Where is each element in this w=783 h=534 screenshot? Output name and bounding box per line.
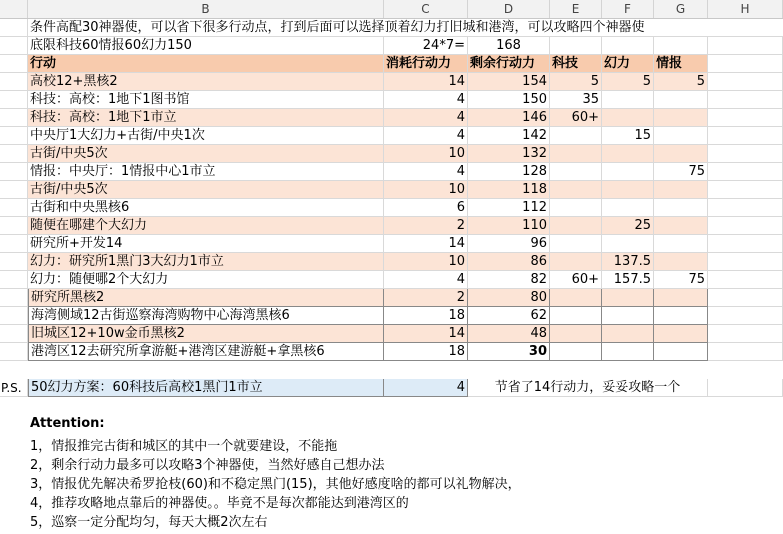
remaining-cell[interactable]: 30 [468, 343, 550, 361]
intel-cell[interactable]: 75 [654, 163, 708, 181]
cell[interactable] [0, 217, 28, 235]
action-cell[interactable]: 幻力：随便哪2个大幻力 [28, 271, 384, 289]
cell[interactable] [708, 37, 783, 55]
cell[interactable] [0, 199, 28, 217]
cell[interactable] [708, 289, 783, 307]
cell[interactable] [708, 343, 783, 361]
cell[interactable] [0, 145, 28, 163]
cost-cell[interactable]: 14 [384, 325, 468, 343]
intel-cell[interactable] [654, 199, 708, 217]
table-row [0, 199, 783, 217]
intel-cell[interactable] [654, 235, 708, 253]
table-row [0, 271, 783, 289]
cell[interactable] [0, 73, 28, 91]
remaining-cell[interactable]: 142 [468, 127, 550, 145]
tech-cell[interactable] [550, 289, 602, 307]
tech-cell[interactable] [550, 217, 602, 235]
illusion-cell[interactable]: 15 [602, 127, 654, 145]
table-row [0, 73, 783, 91]
cost-cell[interactable]: 4 [384, 271, 468, 289]
table-row [0, 181, 783, 199]
cell[interactable] [708, 199, 783, 217]
intel-cell[interactable] [654, 343, 708, 361]
header-intel[interactable]: 情报 [654, 55, 708, 73]
intel-cell[interactable] [654, 127, 708, 145]
table-row [0, 325, 783, 343]
remaining-cell[interactable]: 118 [468, 181, 550, 199]
remaining-cell[interactable]: 146 [468, 109, 550, 127]
remaining-cell[interactable]: 128 [468, 163, 550, 181]
intel-cell[interactable] [654, 181, 708, 199]
illusion-cell[interactable] [602, 109, 654, 127]
table-row [0, 91, 783, 109]
sheet-row [0, 37, 783, 55]
minimum-requirement-cell[interactable]: 底限科技60情报60幻力150 [28, 37, 384, 55]
tech-cell[interactable] [550, 253, 602, 271]
remaining-cell[interactable]: 80 [468, 289, 550, 307]
tech-cell[interactable] [550, 163, 602, 181]
action-cell[interactable]: 海湾侧域12古街巡察海湾购物中心海湾黑核6 [28, 307, 384, 325]
action-cell[interactable]: 古街/中央5次 [28, 145, 384, 163]
cell[interactable] [708, 181, 783, 199]
cell[interactable] [708, 163, 783, 181]
attention-item-5: 5，巡察一定分配均匀，每天大概2次左右 [30, 515, 268, 530]
cell[interactable] [708, 109, 783, 127]
table-row [0, 253, 783, 271]
total-action-cell[interactable]: 168 [468, 37, 550, 55]
table-row [0, 109, 783, 127]
cell[interactable] [0, 37, 28, 55]
column-header-g[interactable]: G [654, 0, 708, 18]
intel-cell[interactable]: 75 [654, 271, 708, 289]
cell[interactable] [708, 91, 783, 109]
table-row [0, 163, 783, 181]
table-header-row [0, 55, 783, 73]
cost-cell[interactable]: 2 [384, 217, 468, 235]
header-action[interactable]: 行动 [28, 55, 384, 73]
corner-cell[interactable] [0, 0, 28, 18]
column-header-h[interactable]: H [708, 0, 783, 18]
ps-plan-cell[interactable]: 50幻力方案：60科技后高校1黑门1市立 [28, 379, 384, 397]
tech-cell[interactable] [550, 127, 602, 145]
illusion-cell[interactable]: 157.5 [602, 271, 654, 289]
action-cell[interactable]: 情报：中央厅：1情报中心1市立 [28, 163, 384, 181]
cost-cell[interactable]: 10 [384, 145, 468, 163]
formula-cell[interactable]: 24*7= [384, 37, 468, 55]
cell[interactable] [602, 37, 654, 55]
tech-cell[interactable]: 5 [550, 73, 602, 91]
attention-title: Attention: [30, 416, 105, 431]
intel-cell[interactable] [654, 325, 708, 343]
intel-cell[interactable] [654, 289, 708, 307]
attention-item-3: 3，情报优先解决希罗抢枝(60)和不稳定黑门(15)，其他好感度啥的都可以礼物解决， [30, 477, 521, 492]
column-header-d[interactable]: D [468, 0, 550, 18]
cell[interactable] [0, 271, 28, 289]
tech-cell[interactable] [550, 145, 602, 163]
cell[interactable] [0, 253, 28, 271]
cell[interactable] [708, 55, 783, 73]
tech-cell[interactable] [550, 199, 602, 217]
illusion-cell[interactable]: 25 [602, 217, 654, 235]
intel-cell[interactable] [654, 109, 708, 127]
cell[interactable] [708, 307, 783, 325]
action-cell[interactable]: 中央厅1大幻力+古街/中央1次 [28, 127, 384, 145]
remaining-cell[interactable]: 112 [468, 199, 550, 217]
illusion-cell[interactable] [602, 199, 654, 217]
cost-cell[interactable]: 14 [384, 235, 468, 253]
cell[interactable] [550, 37, 602, 55]
cell[interactable] [0, 235, 28, 253]
action-cell[interactable]: 高校12+黑核2 [28, 73, 384, 91]
cell[interactable] [654, 37, 708, 55]
table-row [0, 127, 783, 145]
header-cost[interactable]: 消耗行动力 [384, 55, 468, 73]
illusion-cell[interactable] [602, 343, 654, 361]
cell[interactable] [0, 91, 28, 109]
cell[interactable] [0, 343, 28, 361]
action-cell[interactable]: 幻力：研究所1黑门3大幻力1市立 [28, 253, 384, 271]
cell[interactable] [0, 307, 28, 325]
action-cell[interactable]: 港湾区12去研究所拿游艇+港湾区建游艇+拿黑核6 [28, 343, 384, 361]
cost-cell[interactable]: 4 [384, 163, 468, 181]
remaining-cell[interactable]: 150 [468, 91, 550, 109]
column-header-c[interactable]: C [384, 0, 468, 18]
cell[interactable] [0, 109, 28, 127]
illusion-cell[interactable]: 137.5 [602, 253, 654, 271]
action-cell[interactable]: 研究所+开发14 [28, 235, 384, 253]
ps-row [0, 379, 783, 397]
tech-cell[interactable] [550, 325, 602, 343]
tech-cell[interactable]: 60+ [550, 109, 602, 127]
illusion-cell[interactable] [602, 325, 654, 343]
tech-cell[interactable] [550, 343, 602, 361]
table-row [0, 235, 783, 253]
tech-cell[interactable]: 60+ [550, 271, 602, 289]
column-header-bar [0, 0, 783, 19]
cost-cell[interactable]: 2 [384, 289, 468, 307]
cost-cell[interactable]: 18 [384, 307, 468, 325]
cell[interactable] [0, 19, 28, 37]
remaining-cell[interactable]: 132 [468, 145, 550, 163]
tech-cell[interactable]: 35 [550, 91, 602, 109]
header-tech[interactable]: 科技 [550, 55, 602, 73]
cell[interactable] [708, 235, 783, 253]
action-cell[interactable]: 科技：高校：1地下1市立 [28, 109, 384, 127]
cost-cell[interactable]: 10 [384, 253, 468, 271]
cost-cell[interactable]: 10 [384, 181, 468, 199]
remaining-cell[interactable]: 62 [468, 307, 550, 325]
remaining-cell[interactable]: 154 [468, 73, 550, 91]
header-illusion[interactable]: 幻力 [602, 55, 654, 73]
cell[interactable] [0, 181, 28, 199]
ps-label[interactable]: P.S. [0, 379, 28, 397]
cell[interactable] [708, 325, 783, 343]
table-row [0, 145, 783, 163]
table-row [0, 217, 783, 235]
column-header-b[interactable]: B [28, 0, 384, 18]
illusion-cell[interactable] [602, 289, 654, 307]
cost-cell[interactable]: 18 [384, 343, 468, 361]
remaining-cell[interactable]: 82 [468, 271, 550, 289]
cell[interactable] [708, 217, 783, 235]
cell[interactable] [708, 379, 783, 397]
intel-cell[interactable] [654, 91, 708, 109]
table-row [0, 343, 783, 361]
condition-note-cell[interactable]: 条件高配30神器使，可以省下很多行动点，打到后面可以选择顶着幻力打旧城和港湾，可以攻略四个神器使 [28, 19, 783, 37]
ps-cost-cell[interactable]: 4 [384, 379, 468, 397]
table-row [0, 307, 783, 325]
cost-cell[interactable]: 4 [384, 127, 468, 145]
action-cell[interactable]: 旧城区12+10w金币黑核2 [28, 325, 384, 343]
illusion-cell[interactable] [602, 145, 654, 163]
remaining-cell[interactable]: 86 [468, 253, 550, 271]
column-header-f[interactable]: F [602, 0, 654, 18]
cell[interactable] [0, 127, 28, 145]
tech-cell[interactable] [550, 307, 602, 325]
cell[interactable] [0, 55, 28, 73]
illusion-cell[interactable] [602, 181, 654, 199]
cell[interactable] [0, 289, 28, 307]
column-header-e[interactable]: E [550, 0, 602, 18]
attention-item-1: 1，情报推完古街和城区的其中一个就要建设，不能拖 [30, 439, 338, 454]
tech-cell[interactable] [550, 181, 602, 199]
illusion-cell[interactable]: 5 [602, 73, 654, 91]
cell[interactable] [708, 271, 783, 289]
remaining-cell[interactable]: 96 [468, 235, 550, 253]
cell[interactable] [708, 145, 783, 163]
intel-cell[interactable] [654, 253, 708, 271]
action-cell[interactable]: 科技：高校：1地下1图书馆 [28, 91, 384, 109]
intel-cell[interactable]: 5 [654, 73, 708, 91]
cost-cell[interactable]: 4 [384, 91, 468, 109]
ps-comment-cell[interactable]: 节省了14行动力，妥妥攻略一个 [468, 379, 708, 397]
cell[interactable] [0, 325, 28, 343]
cost-cell[interactable]: 14 [384, 73, 468, 91]
attention-item-4: 4，推荐攻略地点靠后的神器使。。毕竟不是每次都能达到港湾区的 [30, 496, 409, 511]
tech-cell[interactable] [550, 235, 602, 253]
cell[interactable] [708, 127, 783, 145]
action-cell[interactable]: 古街和中央黑核6 [28, 199, 384, 217]
attention-item-2: 2，剩余行动力最多可以攻略3个神器使，当然好感自己想办法 [30, 458, 385, 473]
action-cell[interactable]: 古街/中央5次 [28, 181, 384, 199]
action-cell[interactable]: 随便在哪建个大幻力 [28, 217, 384, 235]
illusion-cell[interactable] [602, 307, 654, 325]
remaining-cell[interactable]: 48 [468, 325, 550, 343]
illusion-cell[interactable] [602, 163, 654, 181]
cost-cell[interactable]: 4 [384, 109, 468, 127]
cell[interactable] [708, 253, 783, 271]
illusion-cell[interactable] [602, 235, 654, 253]
cell[interactable] [708, 73, 783, 91]
cell[interactable] [0, 163, 28, 181]
sheet-row [0, 19, 783, 37]
intel-cell[interactable] [654, 145, 708, 163]
remaining-cell[interactable]: 110 [468, 217, 550, 235]
header-remaining[interactable]: 剩余行动力 [468, 55, 550, 73]
table-row [0, 289, 783, 307]
intel-cell[interactable] [654, 307, 708, 325]
illusion-cell[interactable] [602, 91, 654, 109]
cost-cell[interactable]: 6 [384, 199, 468, 217]
intel-cell[interactable] [654, 217, 708, 235]
action-cell[interactable]: 研究所黑核2 [28, 289, 384, 307]
